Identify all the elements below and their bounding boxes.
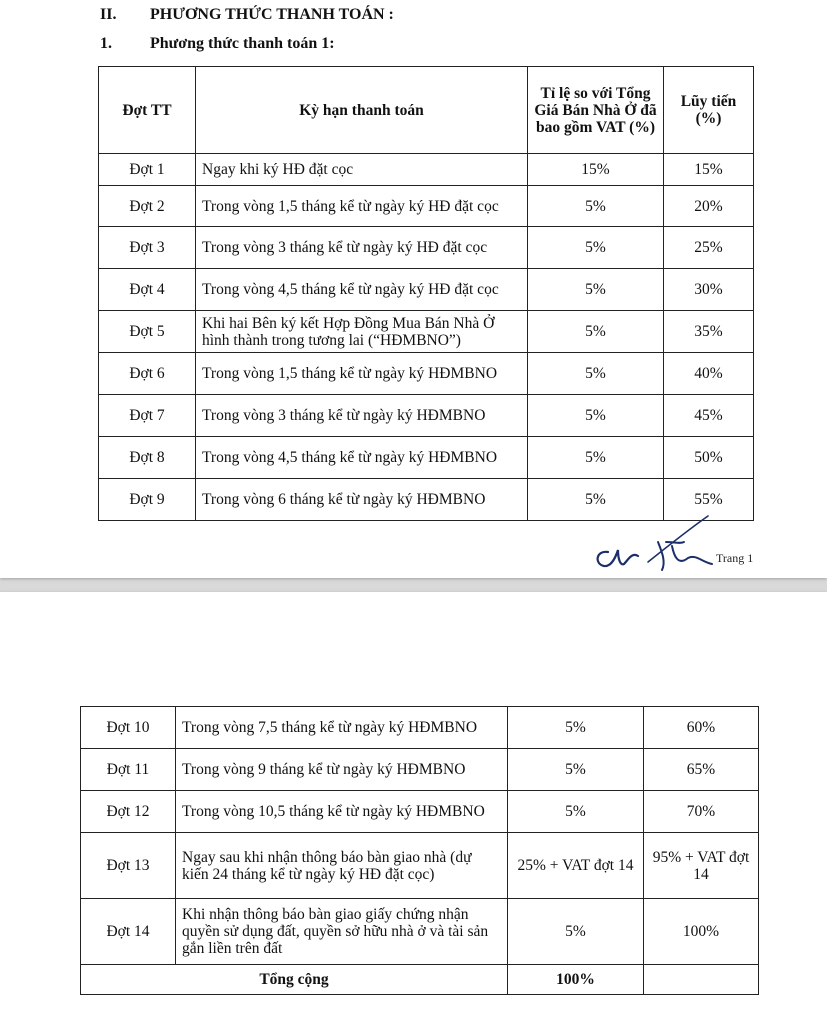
cumulative-cell: 55% <box>664 479 754 521</box>
installment-cell: Đợt 6 <box>99 353 196 395</box>
subsection-number: 1. <box>100 35 112 52</box>
cumulative-cell: 30% <box>664 269 754 311</box>
total-empty-cell <box>644 965 759 995</box>
installment-cell: Đợt 10 <box>81 707 176 749</box>
percentage-cell: 5% <box>528 227 664 269</box>
percentage-cell: 5% <box>528 437 664 479</box>
payment-term-cell: Khi hai Bên ký kết Hợp Đồng Mua Bán Nhà Ở hình thành trong tương lai (“HĐMBNO”) <box>196 311 528 353</box>
percentage-cell: 5% <box>508 791 644 833</box>
cumulative-cell: 60% <box>644 707 759 749</box>
payment-term-cell: Trong vòng 6 tháng kể từ ngày ký HĐMBNO <box>196 479 528 521</box>
payment-term-cell: Trong vòng 1,5 tháng kể từ ngày ký HĐMBNO <box>196 353 528 395</box>
table-header-row <box>99 67 754 154</box>
percentage-cell: 5% <box>528 395 664 437</box>
cumulative-cell: 65% <box>644 749 759 791</box>
cumulative-cell: 100% <box>644 899 759 965</box>
table-row <box>81 833 759 899</box>
installment-cell: Đợt 1 <box>99 154 196 186</box>
installment-cell: Đợt 12 <box>81 791 176 833</box>
installment-cell: Đợt 4 <box>99 269 196 311</box>
payment-term-cell: Trong vòng 3 tháng kể từ ngày ký HĐMBNO <box>196 395 528 437</box>
total-value: 100% <box>508 965 644 995</box>
header-cumulative: Lũy tiến (%) <box>664 67 754 154</box>
table-row <box>81 707 759 749</box>
cumulative-cell: 35% <box>664 311 754 353</box>
percentage-cell: 5% <box>528 353 664 395</box>
installment-cell: Đợt 11 <box>81 749 176 791</box>
table-row <box>81 899 759 965</box>
payment-term-cell: Trong vòng 9 tháng kể từ ngày ký HĐMBNO <box>176 749 508 791</box>
subsection-title: Phương thức thanh toán 1: <box>150 35 335 52</box>
percentage-cell: 25% + VAT đợt 14 <box>508 833 644 899</box>
cumulative-cell: 95% + VAT đợt 14 <box>644 833 759 899</box>
payment-term-cell: Khi nhận thông báo bàn giao giấy chứng nhận quyền sử dụng đất, quyền sở hữu nhà ở và tài sản gắn liền trên đất <box>176 899 508 965</box>
installment-cell: Đợt 13 <box>81 833 176 899</box>
cumulative-cell: 45% <box>664 395 754 437</box>
cumulative-cell: 20% <box>664 186 754 227</box>
payment-term-cell: Ngay khi ký HĐ đặt cọc <box>196 154 528 186</box>
header-percentage: Tỉ lệ so với Tổng Giá Bán Nhà Ở đã bao gồm VAT (%) <box>528 67 664 154</box>
header-installment: Đợt TT <box>99 67 196 154</box>
percentage-cell: 5% <box>508 707 644 749</box>
percentage-cell: 5% <box>528 269 664 311</box>
cumulative-cell: 50% <box>664 437 754 479</box>
installment-cell: Đợt 3 <box>99 227 196 269</box>
payment-term-cell: Trong vòng 4,5 tháng kể từ ngày ký HĐ đặt cọc <box>196 269 528 311</box>
percentage-cell: 5% <box>528 479 664 521</box>
percentage-cell: 5% <box>508 749 644 791</box>
payment-term-cell: Trong vòng 4,5 tháng kể từ ngày ký HĐMBNO <box>196 437 528 479</box>
payment-schedule-table-part-1 <box>98 66 754 521</box>
installment-cell: Đợt 8 <box>99 437 196 479</box>
installment-cell: Đợt 2 <box>99 186 196 227</box>
table-row <box>99 269 754 311</box>
section-title: PHƯƠNG THỨC THANH TOÁN : <box>150 6 394 23</box>
percentage-cell: 15% <box>528 154 664 186</box>
document-page-2 <box>0 592 827 1024</box>
payment-term-cell: Trong vòng 7,5 tháng kể từ ngày ký HĐMBNO <box>176 707 508 749</box>
cumulative-cell: 25% <box>664 227 754 269</box>
payment-term-cell: Trong vòng 3 tháng kể từ ngày ký HĐ đặt cọc <box>196 227 528 269</box>
total-row <box>81 965 759 995</box>
cumulative-cell: 15% <box>664 154 754 186</box>
payment-term-cell: Trong vòng 1,5 tháng kể từ ngày ký HĐ đặt cọc <box>196 186 528 227</box>
percentage-cell: 5% <box>528 311 664 353</box>
installment-cell: Đợt 9 <box>99 479 196 521</box>
table-row <box>99 437 754 479</box>
table-row <box>99 311 754 353</box>
payment-term-cell: Ngay sau khi nhận thông báo bàn giao nhà (dự kiến 24 tháng kể từ ngày ký HĐ đặt cọc) <box>176 833 508 899</box>
signature-image <box>588 512 718 576</box>
total-label: Tổng cộng <box>81 965 508 995</box>
table-row <box>81 791 759 833</box>
table-row <box>99 353 754 395</box>
cumulative-cell: 40% <box>664 353 754 395</box>
table-row <box>99 154 754 186</box>
section-number: II. <box>100 6 117 23</box>
table-row <box>99 395 754 437</box>
table-row <box>99 186 754 227</box>
percentage-cell: 5% <box>508 899 644 965</box>
payment-schedule-table-part-2 <box>80 706 759 995</box>
percentage-cell: 5% <box>528 186 664 227</box>
installment-cell: Đợt 5 <box>99 311 196 353</box>
installment-cell: Đợt 7 <box>99 395 196 437</box>
installment-cell: Đợt 14 <box>81 899 176 965</box>
header-payment-term: Kỳ hạn thanh toán <box>196 67 528 154</box>
table-row <box>99 227 754 269</box>
table-row <box>81 749 759 791</box>
cumulative-cell: 70% <box>644 791 759 833</box>
payment-term-cell: Trong vòng 10,5 tháng kể từ ngày ký HĐMBNO <box>176 791 508 833</box>
page-number-label: Trang 1 <box>716 551 754 565</box>
